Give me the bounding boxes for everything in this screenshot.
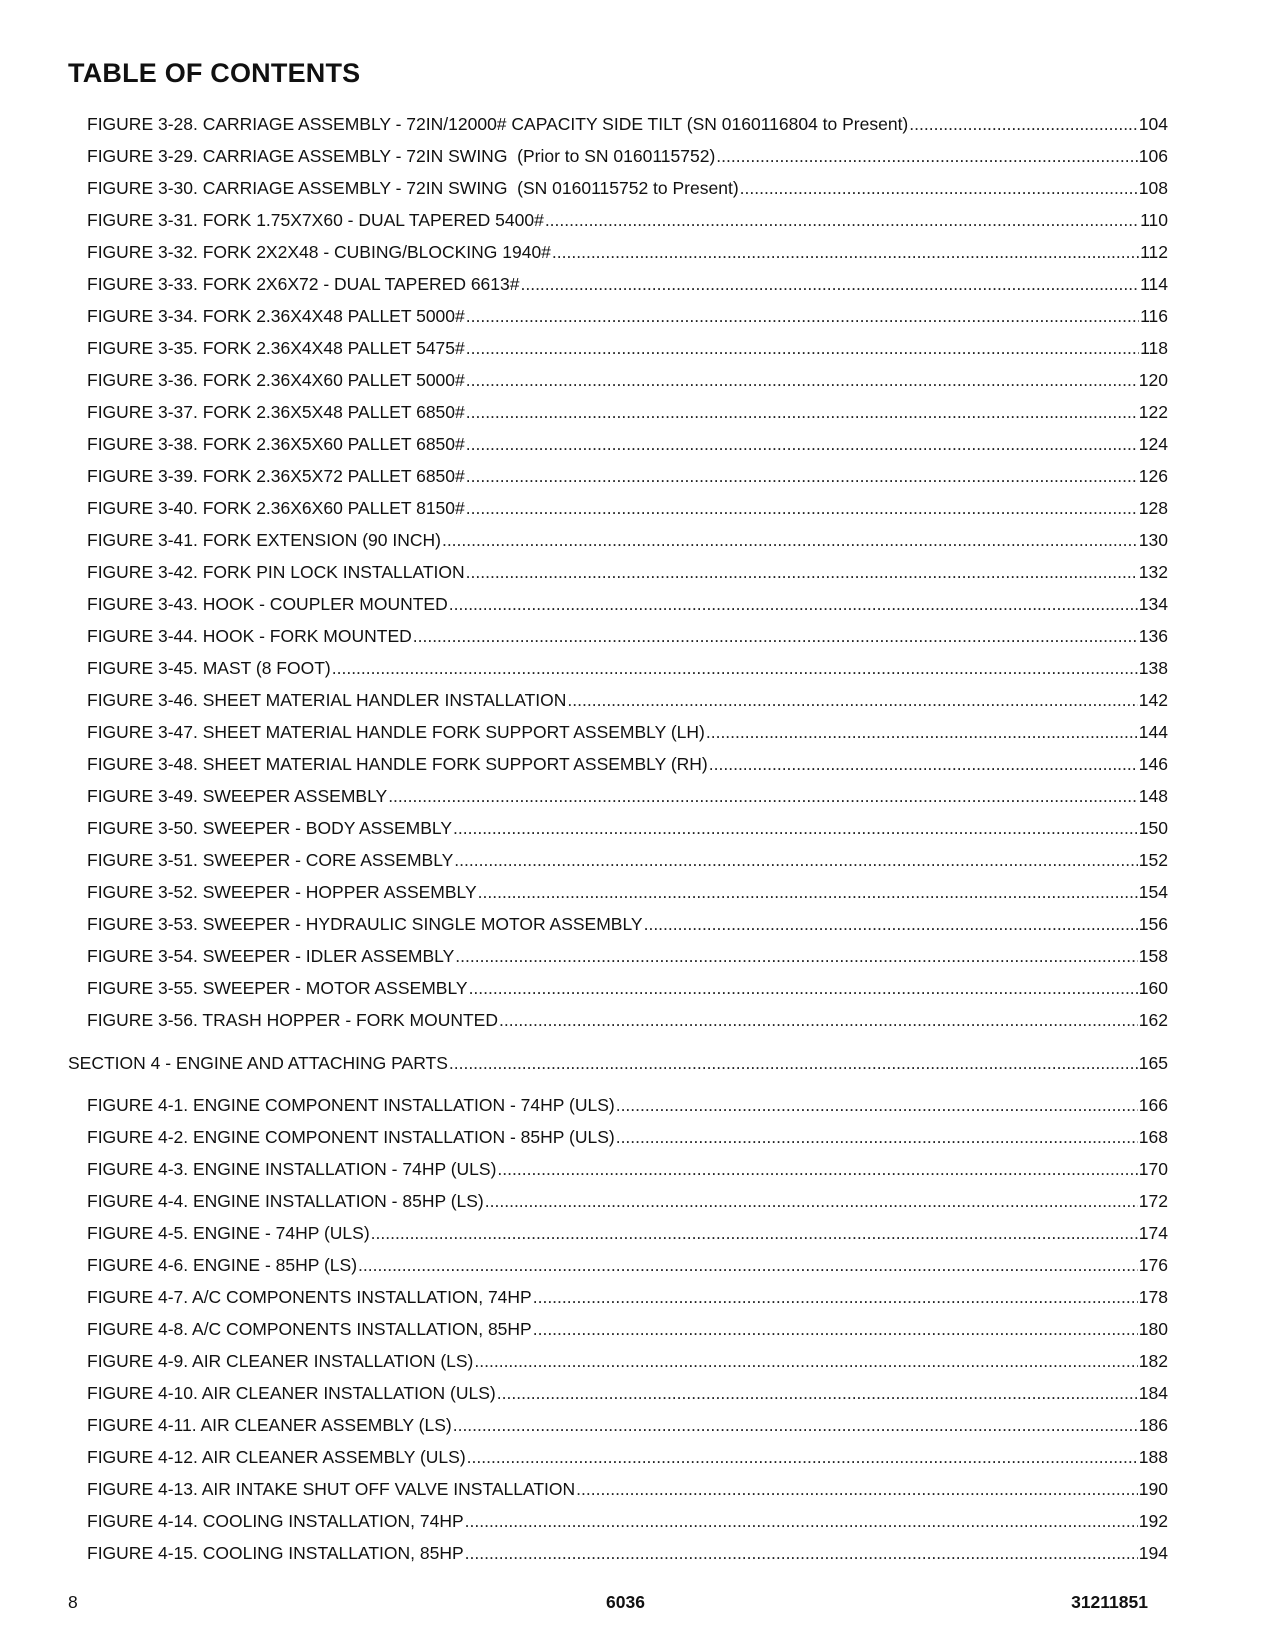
toc-entry-page: 144: [1138, 722, 1168, 742]
toc-entry[interactable]: [68, 364, 1168, 396]
toc-entry[interactable]: [68, 844, 1168, 876]
toc-entry-page: 106: [1138, 146, 1168, 166]
toc-entry-label: FIGURE 3-52. SWEEPER - HOPPER ASSEMBLY: [87, 882, 477, 902]
toc-entry[interactable]: [68, 236, 1168, 268]
toc-entry-label: FIGURE 4-4. ENGINE INSTALLATION - 85HP (LS): [87, 1191, 484, 1211]
toc-entry-label: FIGURE 4-6. ENGINE - 85HP (LS): [87, 1255, 358, 1275]
toc-entry-label: FIGURE 3-53. SWEEPER - HYDRAULIC SINGLE MOTOR ASSEMBLY: [87, 914, 643, 934]
toc-entry[interactable]: [68, 620, 1168, 652]
toc-entry-page: 168: [1138, 1127, 1168, 1147]
toc-entry-page: 186: [1138, 1415, 1168, 1435]
toc-entry-label: FIGURE 3-55. SWEEPER - MOTOR ASSEMBLY: [87, 978, 468, 998]
dot-leader: [709, 748, 1138, 780]
dot-leader: [576, 1473, 1138, 1505]
toc-entry-page: 162: [1138, 1010, 1168, 1030]
toc-entry-page: 122: [1138, 402, 1168, 422]
toc-entry-label: FIGURE 3-44. HOOK - FORK MOUNTED: [87, 626, 412, 646]
toc-entry-label: FIGURE 3-41. FORK EXTENSION (90 INCH): [87, 530, 441, 550]
toc-entry-label: FIGURE 3-37. FORK 2.36X5X48 PALLET 6850#: [87, 402, 465, 422]
footer-page-number: 8: [68, 1592, 78, 1612]
dot-leader: [455, 940, 1138, 972]
toc-group-section-4: [68, 1089, 1168, 1569]
toc-entry[interactable]: [68, 908, 1168, 940]
toc-entry[interactable]: [68, 1004, 1168, 1036]
dot-leader: [466, 396, 1138, 428]
toc-entry[interactable]: [68, 1409, 1168, 1441]
toc-entry-label: FIGURE 4-8. A/C COMPONENTS INSTALLATION, 85HP: [87, 1319, 532, 1339]
dot-leader: [616, 1089, 1138, 1121]
toc-entry-label: FIGURE 3-34. FORK 2.36X4X48 PALLET 5000#: [87, 306, 465, 326]
dot-leader: [740, 172, 1138, 204]
dot-leader: [413, 620, 1138, 652]
footer-doc-number: 31211851: [1071, 1592, 1148, 1612]
toc-entry-page: 142: [1138, 690, 1168, 710]
toc-entry-page: 158: [1138, 946, 1168, 966]
dot-leader: [552, 236, 1139, 268]
toc-entry-page: 132: [1138, 562, 1168, 582]
dot-leader: [466, 460, 1138, 492]
toc-entry[interactable]: [68, 972, 1168, 1004]
toc-entry-page: 120: [1138, 370, 1168, 390]
toc-entry-page: 154: [1138, 882, 1168, 902]
dot-leader: [466, 364, 1138, 396]
dot-leader: [449, 588, 1138, 620]
dot-leader: [499, 1004, 1138, 1036]
toc-entry-label: FIGURE 3-35. FORK 2.36X4X48 PALLET 5475#: [87, 338, 465, 358]
dot-leader: [466, 428, 1138, 460]
toc-entry[interactable]: [68, 748, 1168, 780]
dot-leader: [453, 1409, 1138, 1441]
toc-entry-page: 110: [1140, 210, 1168, 230]
toc-entry-label: FIGURE 3-30. CARRIAGE ASSEMBLY - 72IN SWING (SN 0160115752 to Present): [87, 178, 739, 198]
dot-leader: [469, 972, 1138, 1004]
toc-entry[interactable]: [68, 556, 1168, 588]
toc-entry-label: FIGURE 4-7. A/C COMPONENTS INSTALLATION, 74HP: [87, 1287, 532, 1307]
toc-entry-label: FIGURE 3-33. FORK 2X6X72 - DUAL TAPERED 6613#: [87, 274, 520, 294]
toc-entry-page: 182: [1138, 1351, 1168, 1371]
toc-entry-page: 126: [1138, 466, 1168, 486]
toc-entry[interactable]: [68, 1345, 1168, 1377]
toc-entry-label: SECTION 4 - ENGINE AND ATTACHING PARTS: [68, 1053, 448, 1073]
toc-entry-label: FIGURE 3-31. FORK 1.75X7X60 - DUAL TAPERED 5400#: [87, 210, 544, 230]
toc-entry-page: 150: [1138, 818, 1168, 838]
toc-entry-label: FIGURE 3-51. SWEEPER - CORE ASSEMBLY: [87, 850, 454, 870]
toc-entry-page: 166: [1138, 1095, 1168, 1115]
footer-model: 6036: [606, 1592, 645, 1612]
toc-entry-page: 170: [1138, 1159, 1168, 1179]
toc-entry[interactable]: [68, 1441, 1168, 1473]
dot-leader: [332, 652, 1138, 684]
toc-entry[interactable]: [68, 1121, 1168, 1153]
toc-entry[interactable]: [68, 1217, 1168, 1249]
dot-leader: [465, 1505, 1138, 1537]
dot-leader: [545, 204, 1139, 236]
toc-entry[interactable]: [68, 1089, 1168, 1121]
toc-entry-label: FIGURE 3-28. CARRIAGE ASSEMBLY - 72IN/12000# CAPACITY SIDE TILT (SN 0160116804 to Present): [87, 114, 909, 134]
toc-entry-label: FIGURE 3-45. MAST (8 FOOT): [87, 658, 331, 678]
toc-entry-label: FIGURE 3-47. SHEET MATERIAL HANDLE FORK SUPPORT ASSEMBLY (LH): [87, 722, 705, 742]
dot-leader: [449, 1047, 1138, 1079]
dot-leader: [533, 1313, 1138, 1345]
dot-leader: [371, 1217, 1138, 1249]
toc-entry[interactable]: [68, 1537, 1168, 1569]
toc-entry-label: FIGURE 3-48. SHEET MATERIAL HANDLE FORK SUPPORT ASSEMBLY (RH): [87, 754, 708, 774]
toc-group-section-3: [68, 108, 1168, 1036]
toc-entry-page: 188: [1138, 1447, 1168, 1467]
dot-leader: [474, 1345, 1137, 1377]
toc-entry-page: 138: [1138, 658, 1168, 678]
dot-leader: [644, 908, 1138, 940]
toc-entry-label: FIGURE 3-32. FORK 2X2X48 - CUBING/BLOCKING 1940#: [87, 242, 551, 262]
toc-entry-page: 118: [1140, 338, 1168, 358]
toc-entry-label: FIGURE 4-5. ENGINE - 74HP (ULS): [87, 1223, 370, 1243]
toc-entry[interactable]: [68, 396, 1168, 428]
toc-entry-label: FIGURE 3-36. FORK 2.36X4X60 PALLET 5000#: [87, 370, 465, 390]
toc-entry-page: 160: [1138, 978, 1168, 998]
dot-leader: [454, 844, 1138, 876]
toc-entry[interactable]: [68, 524, 1168, 556]
toc-entry-label: FIGURE 4-15. COOLING INSTALLATION, 85HP: [87, 1543, 464, 1563]
toc-entry[interactable]: [68, 1505, 1168, 1537]
dot-leader: [716, 140, 1138, 172]
toc-list: [68, 108, 1168, 1569]
toc-entry[interactable]: [68, 812, 1168, 844]
toc-entry-page: 176: [1138, 1255, 1168, 1275]
toc-entry[interactable]: [68, 108, 1168, 140]
toc-entry-page: 146: [1138, 754, 1168, 774]
toc-entry-page: 152: [1138, 850, 1168, 870]
toc-entry-label: FIGURE 4-14. COOLING INSTALLATION, 74HP: [87, 1511, 464, 1531]
toc-entry-label: FIGURE 3-42. FORK PIN LOCK INSTALLATION: [87, 562, 465, 582]
toc-entry-page: 130: [1138, 530, 1168, 550]
toc-entry-label: FIGURE 3-54. SWEEPER - IDLER ASSEMBLY: [87, 946, 455, 966]
toc-entry-page: 180: [1138, 1319, 1168, 1339]
toc-entry[interactable]: [68, 876, 1168, 908]
toc-entry[interactable]: [68, 684, 1168, 716]
dot-leader: [442, 524, 1138, 556]
toc-entry-label: FIGURE 4-1. ENGINE COMPONENT INSTALLATION - 74HP (ULS): [87, 1095, 615, 1115]
toc-entry[interactable]: [68, 204, 1168, 236]
toc-entry-label: FIGURE 4-9. AIR CLEANER INSTALLATION (LS): [87, 1351, 474, 1371]
toc-entry[interactable]: [68, 1153, 1168, 1185]
dot-leader: [478, 876, 1138, 908]
toc-entry[interactable]: [68, 940, 1168, 972]
dot-leader: [466, 300, 1139, 332]
toc-entry[interactable]: [68, 172, 1168, 204]
dot-leader: [497, 1377, 1138, 1409]
toc-entry[interactable]: [68, 1313, 1168, 1345]
toc-entry-label: FIGURE 4-13. AIR INTAKE SHUT OFF VALVE INSTALLATION: [87, 1479, 576, 1499]
toc-entry-page: 192: [1138, 1511, 1168, 1531]
toc-entry-page: 134: [1138, 594, 1168, 614]
page-title: TABLE OF CONTENTS: [68, 58, 361, 88]
toc-entry-page: 165: [1138, 1053, 1168, 1073]
dot-leader: [465, 1537, 1138, 1569]
toc-entry-label: FIGURE 3-49. SWEEPER ASSEMBLY: [87, 786, 388, 806]
toc-entry[interactable]: [68, 460, 1168, 492]
toc-entry-page: 136: [1138, 626, 1168, 646]
toc-entry-page: 148: [1138, 786, 1168, 806]
dot-leader: [909, 108, 1138, 140]
toc-entry-page: 108: [1138, 178, 1168, 198]
toc-entry[interactable]: [68, 1473, 1168, 1505]
toc-entry[interactable]: [68, 1377, 1168, 1409]
dot-leader: [616, 1121, 1138, 1153]
toc-entry[interactable]: [68, 140, 1168, 172]
dot-leader: [453, 812, 1138, 844]
toc-entry-label: FIGURE 4-10. AIR CLEANER INSTALLATION (ULS): [87, 1383, 496, 1403]
toc-entry-page: 184: [1138, 1383, 1168, 1403]
toc-entry[interactable]: [68, 780, 1168, 812]
dot-leader: [533, 1281, 1138, 1313]
toc-entry-label: FIGURE 4-12. AIR CLEANER ASSEMBLY (ULS): [87, 1447, 466, 1467]
toc-entry-label: FIGURE 4-3. ENGINE INSTALLATION - 74HP (ULS): [87, 1159, 497, 1179]
dot-leader: [520, 268, 1139, 300]
dot-leader: [466, 556, 1138, 588]
dot-leader: [358, 1249, 1138, 1281]
dot-leader: [567, 684, 1137, 716]
toc-entry-page: 124: [1138, 434, 1168, 454]
toc-entry[interactable]: [68, 268, 1168, 300]
toc-entry-page: 112: [1140, 242, 1168, 262]
toc-entry-label: FIGURE 3-46. SHEET MATERIAL HANDLER INSTALLATION: [87, 690, 567, 710]
toc-entry-page: 194: [1138, 1543, 1168, 1563]
toc-entry-label: FIGURE 3-56. TRASH HOPPER - FORK MOUNTED: [87, 1010, 498, 1030]
dot-leader: [466, 492, 1138, 524]
toc-entry-page: 128: [1138, 498, 1168, 518]
toc-entry[interactable]: [68, 652, 1168, 684]
toc-entry-page: 174: [1138, 1223, 1168, 1243]
toc-entry[interactable]: [68, 492, 1168, 524]
toc-entry-label: FIGURE 3-29. CARRIAGE ASSEMBLY - 72IN SWING (Prior to SN 0160115752): [87, 146, 716, 166]
toc-entry-label: FIGURE 4-2. ENGINE COMPONENT INSTALLATION - 85HP (ULS): [87, 1127, 615, 1147]
toc-entry-page: 178: [1138, 1287, 1168, 1307]
toc-entry[interactable]: [68, 1185, 1168, 1217]
toc-entry[interactable]: [68, 332, 1168, 364]
dot-leader: [466, 332, 1139, 364]
toc-entry-page: 104: [1138, 114, 1168, 134]
dot-leader: [485, 1185, 1138, 1217]
toc-entry-page: 116: [1140, 306, 1168, 326]
toc-section-entry[interactable]: [68, 1047, 1168, 1079]
dot-leader: [706, 716, 1138, 748]
page-footer: [68, 1592, 1148, 1616]
toc-entry[interactable]: [68, 1281, 1168, 1313]
toc-entry-page: 172: [1138, 1191, 1168, 1211]
toc-entry[interactable]: [68, 428, 1168, 460]
dot-leader: [467, 1441, 1138, 1473]
dot-leader: [497, 1153, 1137, 1185]
toc-entry-page: 156: [1138, 914, 1168, 934]
toc-entry-label: FIGURE 3-50. SWEEPER - BODY ASSEMBLY: [87, 818, 453, 838]
toc-entry-page: 114: [1140, 274, 1168, 294]
toc-entry[interactable]: [68, 716, 1168, 748]
toc-entry[interactable]: [68, 588, 1168, 620]
toc-entry-label: FIGURE 3-43. HOOK - COUPLER MOUNTED: [87, 594, 448, 614]
dot-leader: [388, 780, 1138, 812]
toc-entry-label: FIGURE 4-11. AIR CLEANER ASSEMBLY (LS): [87, 1415, 452, 1435]
toc-entry-label: FIGURE 3-38. FORK 2.36X5X60 PALLET 6850#: [87, 434, 465, 454]
toc-entry-label: FIGURE 3-40. FORK 2.36X6X60 PALLET 8150#: [87, 498, 465, 518]
toc-entry[interactable]: [68, 300, 1168, 332]
toc-entry[interactable]: [68, 1249, 1168, 1281]
toc-entry-label: FIGURE 3-39. FORK 2.36X5X72 PALLET 6850#: [87, 466, 465, 486]
toc-entry-page: 190: [1138, 1479, 1168, 1499]
